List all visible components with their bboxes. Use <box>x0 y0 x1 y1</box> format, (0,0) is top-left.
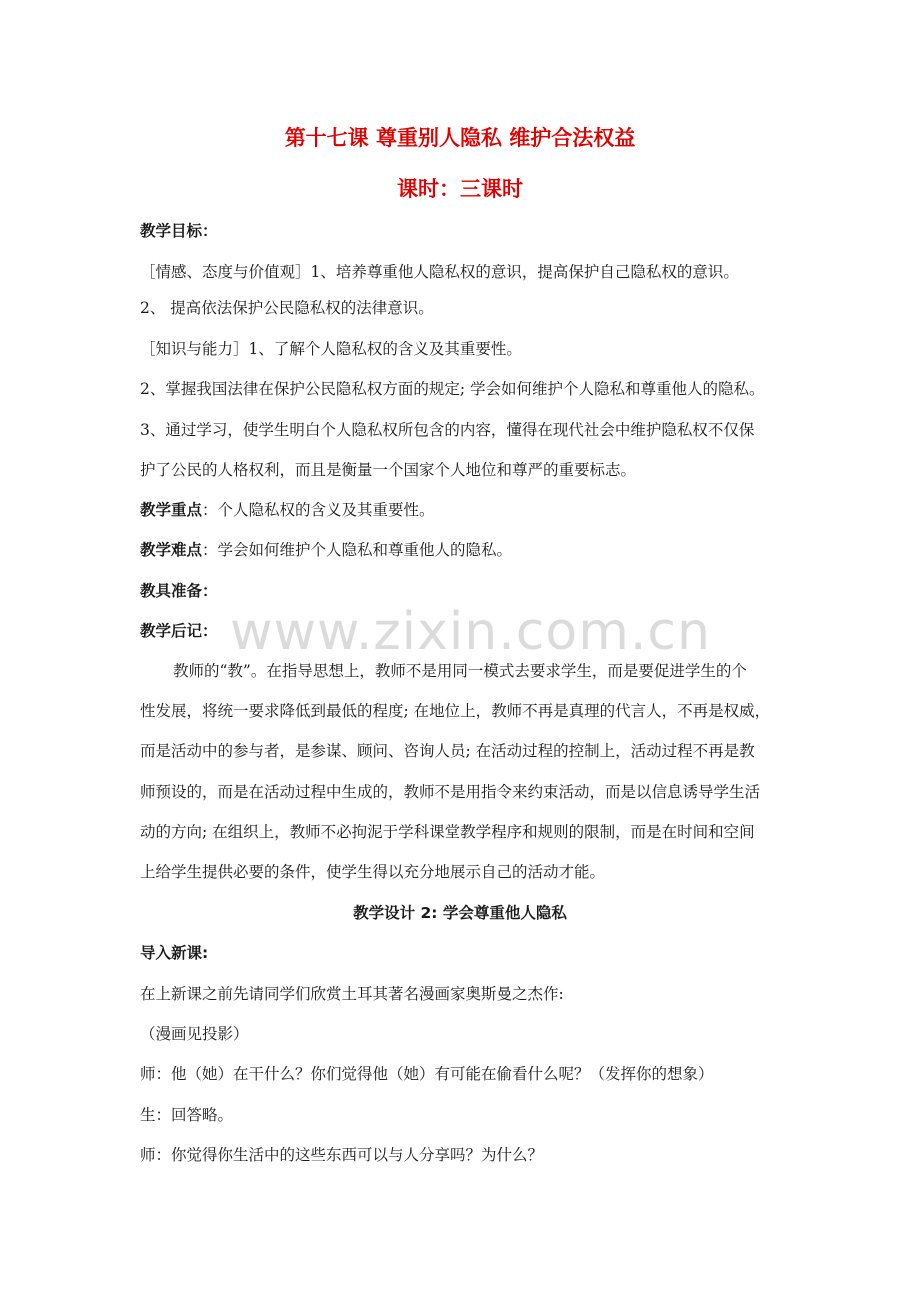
paragraph-line: 教师的“教”。在指导思想上，教师不是用同一模式去要求学生，而是要促进学生的个 <box>173 662 747 680</box>
key-point <box>140 499 790 521</box>
lesson-subtitle: 课时：三课时 <box>397 177 523 201</box>
goal-line: ［知识与能力］1、了解个人隐私权的含义及其重要性。 <box>140 340 522 358</box>
paragraph-line: 而是活动中的参与者，是参谋、顾问、咨询人员; 在活动过程的控制上，活动过程不再是教 <box>140 742 755 760</box>
key-point-label: 教学重点 <box>140 501 203 519</box>
intro-line: 师：他（她）在干什么？你们觉得他（她）有可能在偷看什么呢？（发挥你的想象） <box>140 1065 714 1083</box>
goal-line: 护了公民的人格权利，而且是衡量一个国家个人地位和尊严的重要标志。 <box>140 461 637 479</box>
intro-line: 在上新课之前先请同学们欣赏土耳其著名漫画家奥斯曼之杰作: <box>140 985 564 1003</box>
paragraph-line: 动的方向; 在组织上，教师不必拘泥于学科课堂教学程序和规则的限制，而是在时间和空间 <box>140 823 755 841</box>
goal-line: ［情感、态度与价值观］1、培养尊重他人隐私权的意识，提高保护自己隐私权的意识。 <box>140 263 739 281</box>
design-title: 教学设计 2: 学会尊重他人隐私 <box>353 904 567 922</box>
intro-heading: 导入新课: <box>140 944 209 962</box>
goals-heading: 教学目标： <box>140 222 218 240</box>
notes-heading: 教学后记： <box>140 622 218 640</box>
intro-line: （漫画见投影） <box>140 1025 249 1043</box>
intro-line: 师：你觉得你生活中的这些东西可以与人分享吗？为什么？ <box>140 1146 544 1164</box>
tools-heading: 教具准备： <box>140 582 218 600</box>
paragraph-line: 上给学生提供必要的条件，使学生得以充分地展示自己的活动才能。 <box>140 863 606 881</box>
goal-line: 2、掌握我国法律在保护公民隐私权方面的规定; 学会如何维护个人隐私和尊重他人的隐私。 <box>140 380 765 398</box>
difficult-point-text: ：学会如何维护个人隐私和尊重他人的隐私。 <box>202 541 513 559</box>
difficult-point-label: 教学难点 <box>140 541 203 559</box>
goal-line: 2、 提高依法保护公民隐私权的法律意识。 <box>140 299 434 317</box>
difficult-point <box>140 539 790 561</box>
lesson-title: 第十七课 尊重别人隐私 维护合法权益 <box>284 126 636 150</box>
intro-line: 生：回答略。 <box>140 1106 234 1124</box>
paragraph-line: 师预设的，而是在活动过程中生成的，教师不是用指令来约束活动，而是以信息诱导学生活 <box>140 783 761 801</box>
goal-line: 3、通过学习，使学生明白个人隐私权所包含的内容，懂得在现代社会中维护隐私权不仅保 <box>140 421 755 439</box>
watermark: www.zixin.com.cn <box>230 602 711 662</box>
key-point-text: ：个人隐私权的含义及其重要性。 <box>202 501 435 519</box>
paragraph-line: 性发展，将统一要求降低到最低的程度; 在地位上，教师不再是真理的代言人，不再是权威， <box>140 702 771 720</box>
